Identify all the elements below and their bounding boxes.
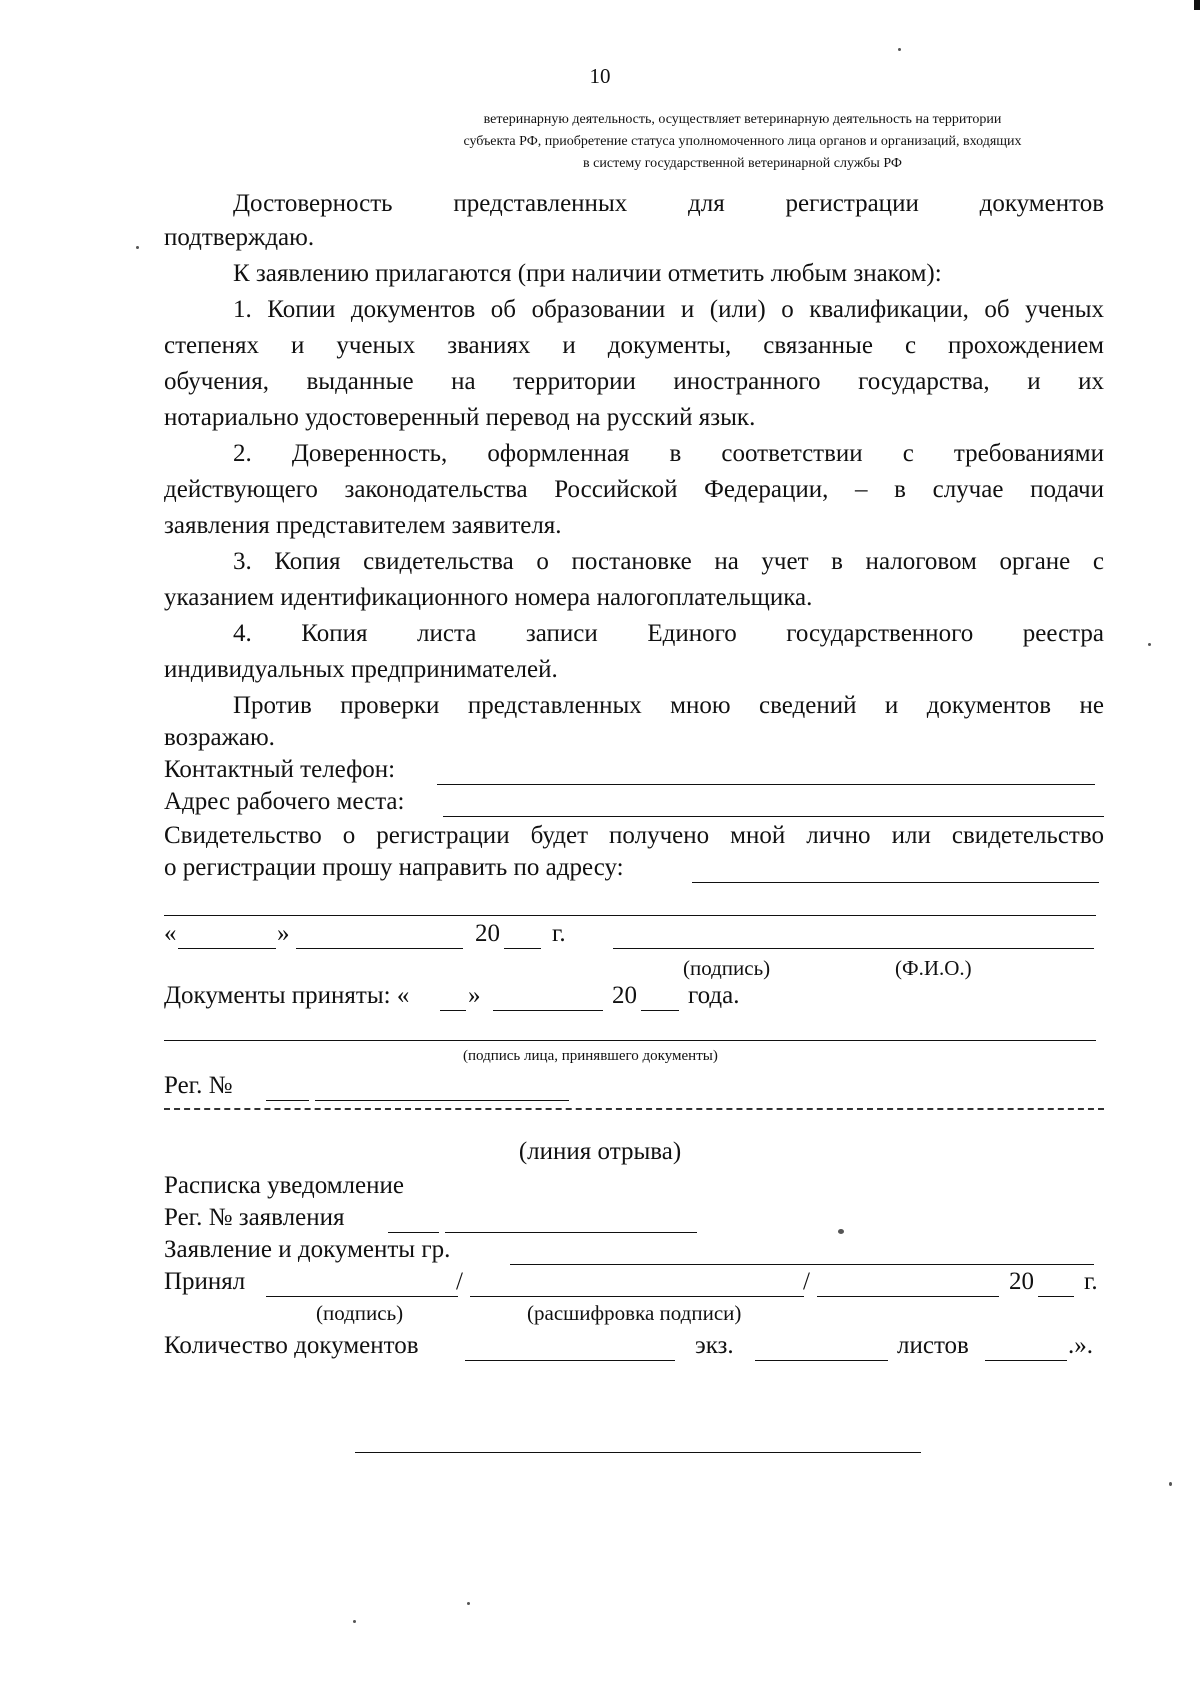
fio-caption: (Ф.И.О.) [895, 956, 972, 980]
scan-speck [1169, 1482, 1172, 1486]
scan-speck [1148, 643, 1151, 646]
receipt-citizen-field[interactable] [510, 1264, 1094, 1265]
item-1-line-1: 1. Копии документов об образовании и (или) о квалификации, об ученых [233, 296, 1104, 323]
phone-label: Контактный телефон: [164, 756, 396, 783]
tear-line-caption: (линия отрыва) [518, 1138, 682, 1165]
receipt-year-suffix: г. [1084, 1268, 1098, 1295]
address-field[interactable] [692, 882, 1099, 883]
receipt-reg-no-field-long[interactable] [445, 1232, 697, 1233]
item-2-line-1: 2. Доверенность, оформленная в соответствии с требованиями [233, 440, 1104, 467]
page-number: 10 [589, 64, 611, 88]
item-3-line-1: 3. Копия свидетельства о постановке на учет в налоговом органе с [233, 548, 1104, 575]
date-year-field[interactable] [504, 948, 541, 949]
footnote-line-1: ветеринарную деятельность, осуществляет ветеринарную деятельность на территории [483, 112, 1002, 127]
date-month-field[interactable] [296, 948, 463, 949]
closing-rule [355, 1452, 921, 1453]
item-1-line-4: нотариально удостоверенный перевод на русский язык. [164, 404, 756, 431]
scan-speck [136, 246, 139, 249]
workplace-row [164, 786, 1104, 818]
receipt-copies-field[interactable] [755, 1360, 888, 1361]
receipt-count-label: Количество документов [164, 1332, 419, 1359]
accepted-month-field[interactable] [493, 1010, 603, 1011]
receipt-reg-no-field-short[interactable] [388, 1232, 439, 1233]
receipt-year-field[interactable] [1038, 1296, 1074, 1297]
accepted-close-quote: » [468, 982, 481, 1009]
footnote-line-3: в систему государственной ветеринарной службы РФ [583, 156, 902, 171]
date-close-quote: » [277, 920, 290, 947]
phone-field[interactable] [437, 784, 1095, 785]
receipt-accepted-label: Принял [164, 1268, 246, 1295]
item-4-line-2: индивидуальных предпринимателей. [164, 656, 558, 683]
receipt-sheets-label: листов [897, 1332, 969, 1359]
receipt-decoding-caption: (расшифровка подписи) [527, 1301, 742, 1325]
no-objection-line-2: возражаю. [164, 724, 275, 751]
item-3-line-2: указанием идентификационного номера налогоплательщика. [164, 584, 813, 611]
item-1-line-2: степенях и ученых званиях и документы, связанные с прохождением [164, 332, 1104, 359]
workplace-label: Адрес рабочего места: [164, 788, 405, 815]
item-2-line-2: действующего законодательства Российской Федерации, – в случае подачи [164, 476, 1104, 503]
reg-no-label: Рег. № [164, 1072, 233, 1099]
acceptor-signature-field[interactable] [164, 1040, 1096, 1041]
scan-speck [467, 1602, 470, 1605]
acceptor-caption: (подпись лица, принявшего документы) [463, 1048, 718, 1064]
item-1-line-3: обучения, выданные на территории иностранного государства, и их [164, 368, 1104, 395]
certify-line-1: Достоверность представленных для регистрации документов [233, 190, 1104, 217]
receipt-sheets-field[interactable] [985, 1360, 1067, 1361]
signature-field[interactable] [613, 948, 1094, 949]
receipt-signature-caption: (подпись) [316, 1301, 404, 1325]
receipt-date-field[interactable] [817, 1296, 999, 1297]
receipt-copies-label: экз. [695, 1332, 734, 1359]
certify-line-2: подтверждаю. [164, 224, 315, 251]
receipt-year-prefix: 20 [1009, 1268, 1034, 1295]
date-year-suffix: г. [552, 920, 566, 947]
workplace-field[interactable] [443, 816, 1104, 817]
footnote-line-2: субъекта РФ, приобретение статуса уполномоченного лица органов и организаций, входящих [463, 134, 1022, 149]
accepted-day-field[interactable] [440, 1010, 466, 1011]
tear-line [164, 1108, 1104, 1110]
reg-no-field-short[interactable] [266, 1100, 309, 1101]
address-field-continued[interactable] [164, 915, 1096, 916]
phone-row [164, 754, 1104, 786]
date-year-prefix: 20 [475, 920, 500, 947]
receipt-slash-1: / [456, 1268, 463, 1295]
date-day-field[interactable] [178, 948, 276, 949]
receipt-signature-field[interactable] [266, 1296, 458, 1297]
receipt-end-mark: .». [1068, 1332, 1093, 1359]
receipt-docs-of-label: Заявление и документы гр. [164, 1236, 451, 1263]
scan-edge-mark [1194, 0, 1200, 10]
certificate-line-1: Свидетельство о регистрации будет получено мной лично или свидетельство [164, 822, 1104, 849]
accepted-suffix: года. [688, 982, 740, 1009]
certificate-line-2 [164, 852, 1104, 884]
receipt-slash-2: / [803, 1268, 810, 1295]
certificate-address-label: о регистрации прошу направить по адресу: [164, 854, 624, 881]
signature-caption: (подпись) [683, 956, 771, 980]
accepted-year-field[interactable] [641, 1010, 679, 1011]
no-objection-line-1: Против проверки представленных мною сведений и документов не [233, 692, 1104, 719]
receipt-decoding-field[interactable] [470, 1296, 804, 1297]
date-open-quote: « [164, 920, 177, 947]
scan-speck [353, 1620, 356, 1623]
scan-speck [838, 1229, 844, 1234]
accepted-year-prefix: 20 [612, 982, 637, 1009]
item-2-line-3: заявления представителем заявителя. [164, 512, 562, 539]
reg-no-field-long[interactable] [315, 1100, 569, 1101]
attached-intro: К заявлению прилагаются (при наличии отметить любым знаком): [233, 260, 942, 287]
accepted-label: Документы приняты: « [164, 982, 410, 1009]
receipt-reg-no-label: Рег. № заявления [164, 1204, 345, 1231]
receipt-count-field[interactable] [465, 1360, 675, 1361]
receipt-title: Расписка уведомление [164, 1172, 404, 1199]
item-4-line-1: 4. Копия листа записи Единого государственного реестра [233, 620, 1104, 647]
scan-speck [898, 48, 901, 51]
